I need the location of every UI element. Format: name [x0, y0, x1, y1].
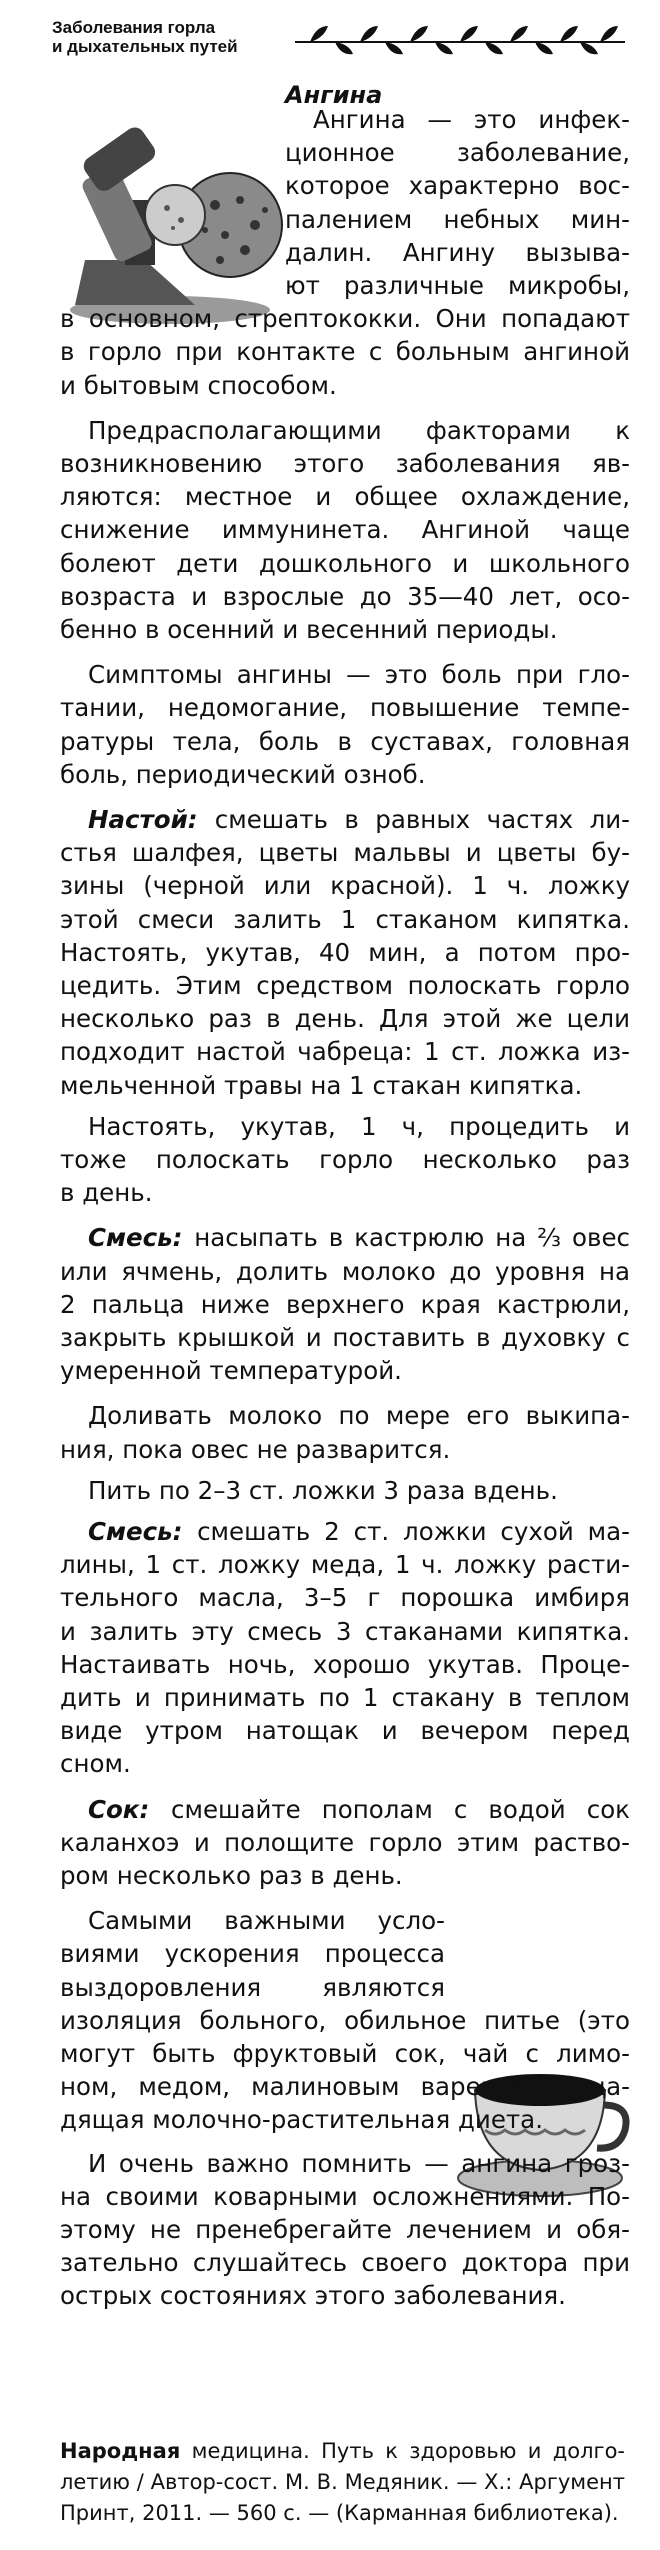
text-line	[88, 1793, 630, 1826]
text-line: Доливать молоко по мере его выкипа-	[88, 1401, 630, 1431]
text-run: смешайте пополам с водой сок	[171, 1794, 630, 1824]
text-line: И очень важно помнить — ангина гроз-	[88, 2148, 630, 2178]
section-label-line: и дыхательных путей	[52, 37, 238, 56]
text-line: тоже полоскать горло несколько раз	[60, 1145, 630, 1174]
text-line: дить и принимать по 1 стакану в теплом	[60, 1683, 630, 1712]
article-title: Ангина	[285, 81, 383, 109]
section-label-line: Заболевания горла	[52, 18, 216, 37]
text-line: умеренной температурой.	[60, 1356, 402, 1386]
text-line: в горло при контакте с больным ангиной	[60, 337, 630, 367]
text-line: в день.	[60, 1178, 153, 1208]
text-line: возникновению этого заболевания яв-	[60, 449, 630, 478]
text-line: которое характерно вос-	[285, 171, 630, 201]
text-line: далин. Ангину вызыва-	[285, 237, 630, 267]
leaf-vine-ornament-icon	[290, 20, 630, 56]
text-line: Настаивать ночь, хорошо укутав. Проце-	[60, 1649, 630, 1679]
text-line: Самыми важными усло-	[88, 1906, 445, 1936]
text-line: Настоять, укутав, 1 ч, процедить и	[88, 1111, 630, 1141]
text-line: ния, пока овес не разварится.	[60, 1434, 451, 1464]
citation-lead: Народная	[60, 2439, 181, 2463]
text-line: и залить эту смесь 3 стаканами кипятка.	[60, 1616, 630, 1646]
text-run: смешать в равных частях ли-	[214, 805, 630, 834]
text-line: могут быть фруктовый сок, чай с лимо-	[60, 2039, 630, 2068]
text-line: снижение иммунинета. Ангиной чаще	[60, 515, 630, 545]
text-line: цедить. Этим средством полоскать горло	[60, 971, 630, 1000]
section-label	[52, 18, 272, 56]
text-line: Ангина — это инфек-	[313, 105, 630, 134]
text-run: смешать 2 ст. ложки сухой ма-	[197, 1517, 630, 1546]
text-line: подходит настой чабреца: 1 ст. ложка из-	[60, 1037, 630, 1067]
text-line: Пить по 2–3 ст. ложки 3 раза вдень.	[88, 1475, 558, 1505]
text-line: изоляция больного, обильное питье (это	[60, 2005, 630, 2035]
text-line: зины (черной или красной). 1 ч. ложку	[60, 871, 630, 901]
text-run: насыпать в кастрюлю на ⅔ овес	[194, 1223, 630, 1253]
text-line: Предрасполагающими факторами к	[88, 415, 630, 445]
text-line: виями ускорения процесса	[60, 1939, 445, 1969]
text-line: ратуры тела, боль в суставах, головная	[60, 726, 630, 756]
text-line: палением небных мин-	[285, 204, 630, 234]
text-line: на своими коварными осложнениями. По-	[60, 2181, 630, 2211]
text-line: ционное заболевание,	[285, 138, 630, 168]
text-line: возраста и взрослые до 35—40 лет, осо-	[60, 581, 630, 611]
text-line: Симптомы ангины — это боль при гло-	[88, 660, 630, 690]
text-line: выздоровления являются	[60, 1972, 445, 2002]
text-line: и бытовым способом.	[60, 370, 337, 400]
text-line: Настоять, укутав, 40 мин, а потом про-	[60, 937, 630, 967]
text-line	[88, 1221, 630, 1254]
text-line: в основном, стрептококки. Они попадают	[60, 304, 630, 334]
text-line: сном.	[60, 1749, 131, 1779]
text-line: зательно слушайтесь своего доктора при	[60, 2248, 630, 2278]
text-line: ляются: местное и общее охлаждение,	[60, 482, 630, 512]
page-header	[52, 16, 632, 76]
text-line: ром несколько раз в день.	[60, 1861, 403, 1890]
text-line: ют различные микробы,	[285, 271, 630, 300]
text-line: тельного масла, 3–5 г порошка имбиря	[60, 1583, 630, 1613]
citation-line	[60, 2436, 625, 2467]
text-line: дящая молочно-растительная диета.	[60, 2105, 543, 2135]
text-line: лины, 1 ст. ложку меда, 1 ч. ложку расти-	[60, 1550, 630, 1580]
recipe-label: Сок:	[88, 1794, 171, 1824]
microscope-bacteria-illustration	[55, 110, 285, 330]
text-line: несколько раз в день. Для этой же цели	[60, 1004, 630, 1034]
text-line: болеют дети дошкольного и школьного	[60, 548, 630, 578]
recipe-label: Смесь:	[88, 1223, 195, 1253]
text-line: закрыть крышкой и поставить в духовку с	[60, 1323, 630, 1352]
text-line: или ячмень, долить молоко до уровня на	[60, 1256, 630, 1286]
citation-line: летию / Автор-сост. М. В. Медяник. — Х.: Аргумент	[60, 2470, 625, 2494]
text-line	[88, 803, 630, 836]
text-line: стья шалфея, цветы мальвы и цветы бу-	[60, 838, 630, 868]
text-line: боль, периодический озноб.	[60, 759, 426, 789]
recipe-label: Настой:	[88, 805, 215, 834]
text-line	[88, 1515, 630, 1548]
text-line: этому не пренебрегайте лечением и обя-	[60, 2215, 630, 2244]
text-line: острых состояниях этого заболевания.	[60, 2281, 566, 2311]
citation-text: медицина. Путь к здоровью и долго-	[180, 2439, 625, 2463]
citation-line: Принт, 2011. — 560 с. — (Карманная библиотека).	[60, 2501, 619, 2525]
text-line: бенно в осенний и весенний периоды.	[60, 615, 558, 644]
text-line: каланхоэ и полощите горло этим раство-	[60, 1827, 630, 1857]
text-line: ном, медом, малиновым вареньем), щa-	[60, 2072, 630, 2102]
text-line: виде утром натощак и вечером перед	[60, 1716, 630, 1746]
text-line: этой смеси залить 1 стаканом кипятка.	[60, 904, 630, 934]
text-line: тании, недомогание, повышение темпе-	[60, 693, 630, 723]
text-line: мельченной травы на 1 стакан кипятка.	[60, 1070, 583, 1100]
text-line: 2 пальца ниже верхнего края кастрюли,	[60, 1289, 630, 1319]
recipe-label: Смесь:	[88, 1517, 198, 1546]
